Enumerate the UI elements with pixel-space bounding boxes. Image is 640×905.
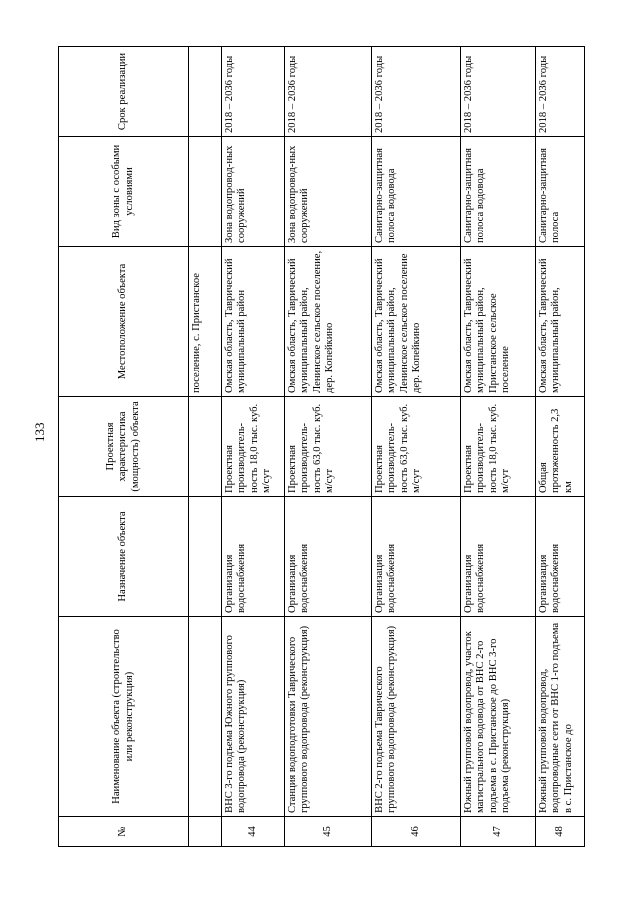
table-row [285, 47, 372, 847]
rotated-table-area [58, 47, 586, 847]
cell-purpose: Организация водоснабжения [461, 497, 536, 617]
cell-capacity: Проектная производитель-ность 18,0 тыс. куб. м/сут [461, 397, 536, 497]
header-name: Наименование объекта (строительство или реконструкция) [59, 617, 189, 817]
cell-zone: Зона водопровод-ных сооружений [222, 137, 285, 247]
cell-location: Омская область, Таврический муниципальный район, [536, 247, 585, 397]
cell-capacity: Проектная производитель-ность 63,0 тыс. куб. м/сут [372, 397, 461, 497]
table-row [461, 47, 536, 847]
cell-purpose [189, 497, 222, 617]
continuation-row [189, 47, 222, 847]
cell-term: 2018 – 2036 годы [372, 47, 461, 137]
cell-zone: Санитарно-защитная полоса [536, 137, 585, 247]
cell-name [189, 617, 222, 817]
cell-location: Омская область, Таврический муниципальный район, Пристанское сельское поселение [461, 247, 536, 397]
cell-location: Омская область, Таврический муниципальный район, Ленинское сельское поселение дер. Копейкино [372, 247, 461, 397]
header-location: Местоположение объекта [59, 247, 189, 397]
cell-location: поселение, с. Пристанское [189, 247, 222, 397]
cell-zone [189, 137, 222, 247]
cell-location: Омская область, Таврический муниципальный район [222, 247, 285, 397]
cell-num: 48 [536, 817, 585, 847]
cell-capacity: Общая протяженность 2,3 км [536, 397, 585, 497]
header-term: Срок реализации [59, 47, 189, 137]
cell-name: Южный групповой водопровод, водопроводные сети от ВНС 1-го подъема в с. Пристанское до [536, 617, 585, 817]
header-capacity: Проектная характеристика (мощность) объекта [59, 397, 189, 497]
cell-name: ВНС 2-го подъема Таврического группового водопровода (реконструкция) [372, 617, 461, 817]
cell-location: Омская область, Таврический муниципальный район, Ленинское сельское поселение, дер. Копейкино [285, 247, 372, 397]
cell-zone: Санитарно-защитная полоса водовода [461, 137, 536, 247]
page-number: 133 [32, 422, 47, 442]
cell-term: 2018 – 2036 годы [222, 47, 285, 137]
table-header-row [59, 47, 189, 847]
table-row [536, 47, 585, 847]
cell-name: ВНС 3-го подъема Южного группового водопровода (реконструкция) [222, 617, 285, 817]
cell-purpose: Организация водоснабжения [372, 497, 461, 617]
cell-zone: Зона водопровод-ных сооружений [285, 137, 372, 247]
cell-num: 44 [222, 817, 285, 847]
cell-capacity: Проектная производитель-ность 18,0 тыс. куб. м/сут [222, 397, 285, 497]
cell-num: 45 [285, 817, 372, 847]
cell-purpose: Организация водоснабжения [285, 497, 372, 617]
cell-capacity: Проектная производитель-ность 63,0 тыс. куб. м/сут [285, 397, 372, 497]
cell-num: 46 [372, 817, 461, 847]
objects-table [58, 46, 585, 847]
cell-num: 47 [461, 817, 536, 847]
cell-term [189, 47, 222, 137]
table-row [372, 47, 461, 847]
table-row [222, 47, 285, 847]
cell-purpose: Организация водоснабжения [222, 497, 285, 617]
header-purpose: Назначение объекта [59, 497, 189, 617]
cell-capacity [189, 397, 222, 497]
cell-zone: Санитарно-защитная полоса водовода [372, 137, 461, 247]
cell-term: 2018 – 2036 годы [461, 47, 536, 137]
cell-num [189, 817, 222, 847]
cell-name: Южный групповой водопровод, участок магистрального водовода от ВНС 2-го подъема в с. Пристанское до ВНС 3-го подъема (реконструкция) [461, 617, 536, 817]
header-zone: Вид зоны с особыми условиями [59, 137, 189, 247]
header-num: № [59, 817, 189, 847]
cell-term: 2018 – 2036 годы [285, 47, 372, 137]
cell-name: Станция водоподготовки Таврического группового водопровода (реконструкция) [285, 617, 372, 817]
cell-term: 2018 – 2036 годы [536, 47, 585, 137]
cell-purpose: Организация водоснабжения [536, 497, 585, 617]
